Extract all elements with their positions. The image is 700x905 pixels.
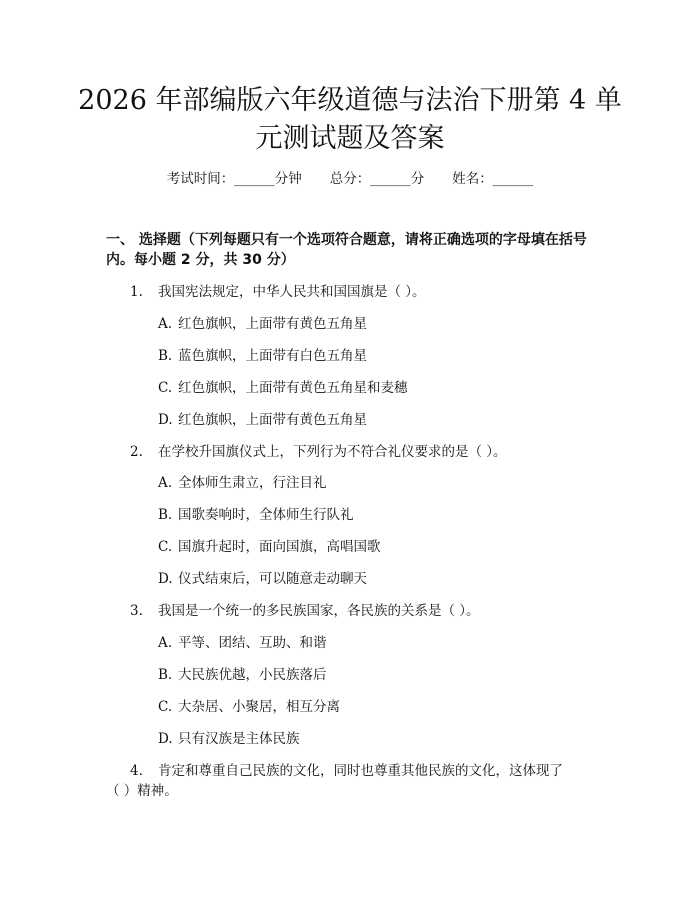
question-text: 肯定和尊重自己民族的文化，同时也尊重其他民族的文化，这体现了 — [158, 763, 563, 779]
question-number: 2. — [130, 444, 143, 460]
option-text: 蓝色旗帜，上面带有白色五角星 — [178, 348, 367, 364]
question-text: 在学校升国旗仪式上，下列行为不符合礼仪要求的是（ ）。 — [158, 444, 507, 460]
question-number: 3. — [130, 603, 143, 619]
option-text: 仪式结束后，可以随意走动聊天 — [178, 571, 367, 587]
option-letter: A. — [158, 635, 173, 651]
question-text: 我国宪法规定，中华人民共和国国旗是（ ）。 — [158, 284, 426, 300]
option-text: 国旗升起时，面向国旗，高唱国歌 — [178, 539, 381, 555]
option-text: 红色旗帜，上面带有黄色五角星和麦穗 — [178, 380, 408, 396]
option-letter: B. — [158, 348, 173, 364]
option-text: 国歌奏响时，全体师生行队礼 — [178, 507, 354, 523]
section-heading-line-1: 一、 选择题（下列每题只有一个选项符合题意，请将正确选项的字母填在括号 — [106, 232, 587, 248]
question-number: 1. — [130, 284, 143, 300]
option-letter: C. — [158, 699, 173, 715]
option-letter: B. — [158, 507, 173, 523]
document-title-line-2: 元测试题及答案 — [255, 123, 445, 154]
option-text: 全体师生肃立，行注目礼 — [178, 475, 327, 491]
option-text: 只有汉族是主体民族 — [178, 731, 300, 747]
option-letter: C. — [158, 380, 173, 396]
section-heading-line-2: 内。每小题 2 分，共 30 分） — [106, 252, 295, 268]
option-letter: C. — [158, 539, 173, 555]
option-text: 大杂居、小聚居，相互分离 — [178, 699, 340, 715]
option-item — [158, 378, 408, 398]
option-letter: D. — [158, 731, 173, 747]
option-letter: D. — [158, 412, 173, 428]
option-letter: D. — [158, 571, 173, 587]
option-item — [158, 537, 381, 557]
option-text: 红色旗帜，上面带有黄色五角星 — [178, 412, 367, 428]
question-text: 我国是一个统一的多民族国家，各民族的关系是（ ）。 — [158, 603, 480, 619]
question-number: 4. — [130, 763, 143, 779]
option-item — [158, 314, 367, 334]
exam-score: 总分：______分 — [329, 171, 425, 187]
option-item — [158, 410, 367, 430]
option-item — [158, 729, 300, 749]
option-item — [158, 505, 354, 525]
option-letter: A. — [158, 316, 173, 332]
option-item — [158, 633, 327, 653]
option-item — [158, 346, 367, 366]
option-item — [158, 697, 340, 717]
option-text: 大民族优越，小民族落后 — [178, 667, 327, 683]
exam-time: 考试时间：______分钟 — [166, 171, 302, 187]
option-text: 红色旗帜，上面带有黄色五角星 — [178, 316, 367, 332]
option-item — [158, 569, 367, 589]
exam-info — [0, 169, 700, 189]
option-item — [158, 665, 327, 685]
student-name: 姓名：______ — [452, 171, 534, 187]
option-letter: B. — [158, 667, 173, 683]
option-text: 平等、团结、互助、和谐 — [178, 635, 327, 651]
document-title-line-1: 2026 年部编版六年级道德与法治下册第 4 单 — [78, 85, 622, 116]
question-text-continued: （ ）精神。 — [106, 783, 178, 799]
option-letter: A. — [158, 475, 173, 491]
option-item — [158, 473, 327, 493]
